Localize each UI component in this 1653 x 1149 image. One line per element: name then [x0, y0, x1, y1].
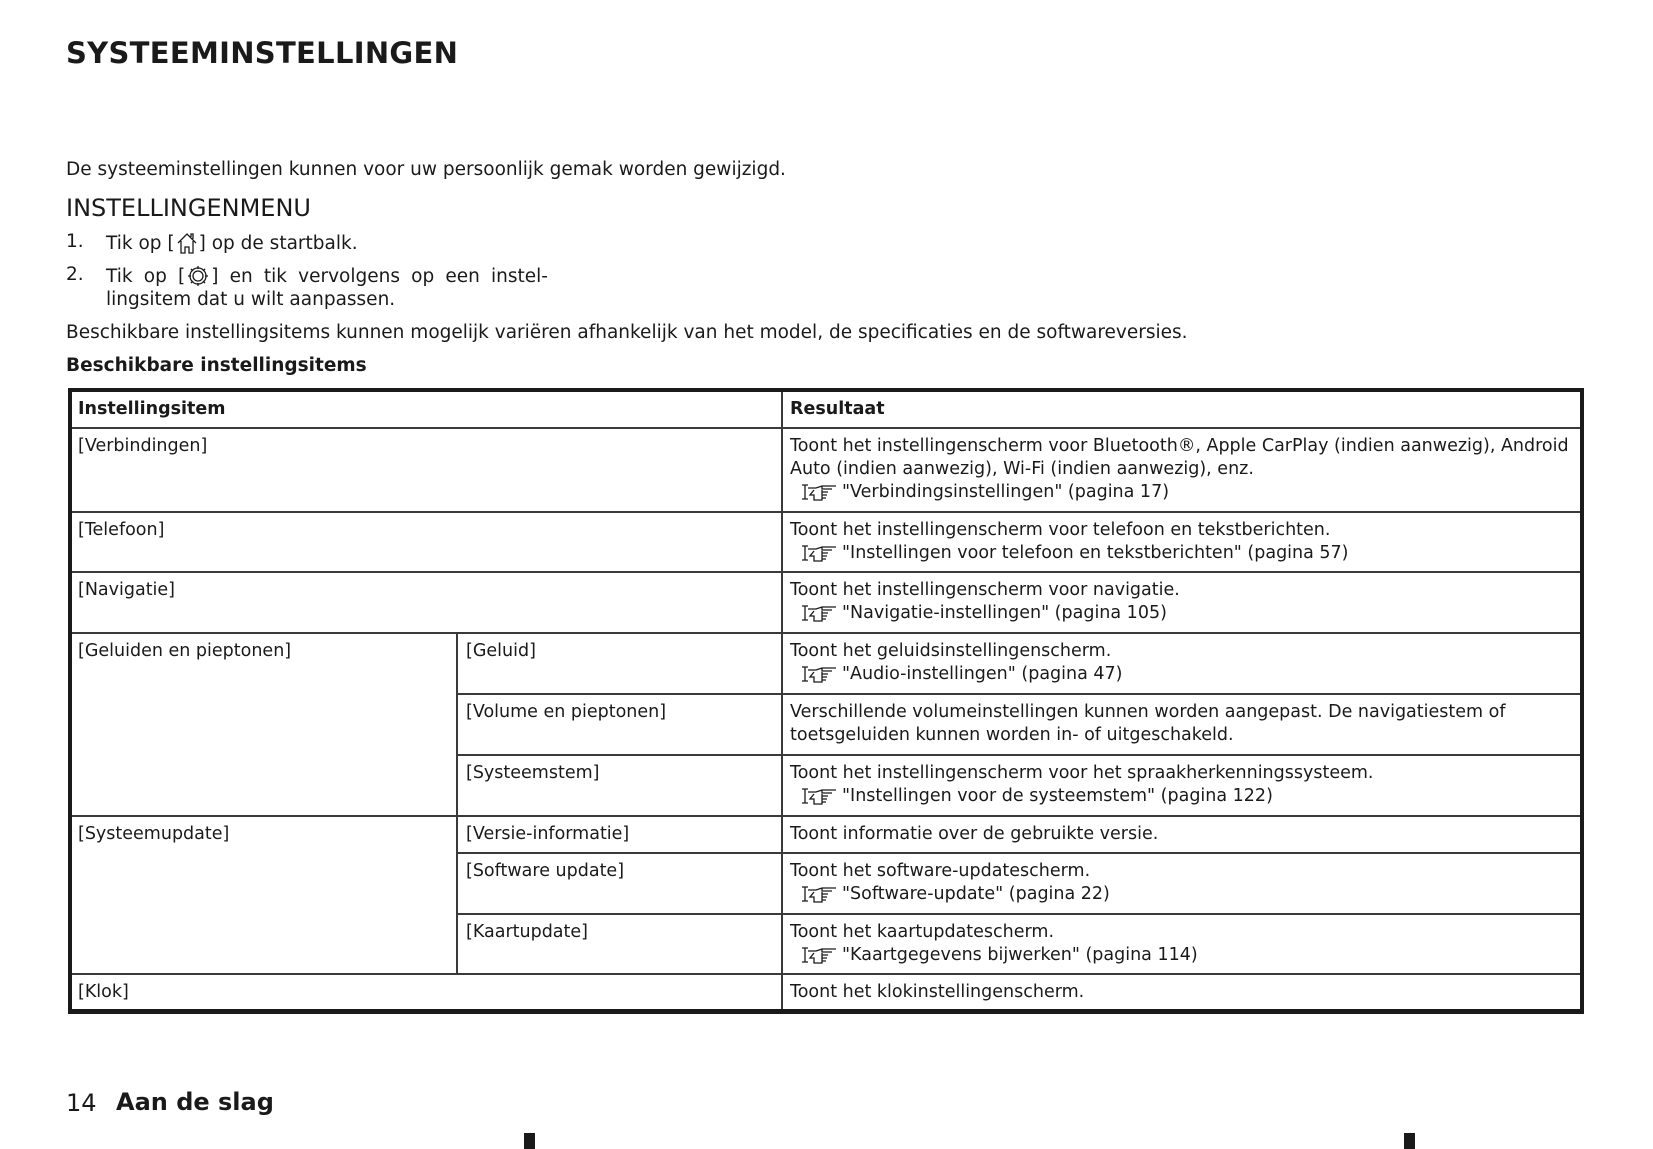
crop-mark-right: [1404, 1133, 1415, 1149]
reference-text: "Software-update" (pagina 22): [842, 884, 1110, 904]
reference-hand-icon: [800, 482, 838, 502]
page-reference[interactable]: [790, 785, 1373, 808]
reference-text: "Instellingen voor de systeemstem" (pagina 122): [842, 786, 1273, 806]
page-reference[interactable]: [790, 481, 1569, 504]
reference-text: "Verbindingsinstellingen" (pagina 17): [842, 482, 1170, 502]
footer-section-title: Aan de slag: [116, 1088, 274, 1116]
page-reference[interactable]: [790, 602, 1180, 625]
row-divider: [456, 913, 1580, 915]
reference-text: "Instellingen voor telefoon en tekstberichten" (pagina 57): [842, 543, 1349, 563]
reference-text: "Kaartgegevens bijwerken" (pagina 114): [842, 945, 1198, 965]
table-row-subitem: [Volume en pieptonen]: [466, 702, 667, 722]
page-reference[interactable]: [790, 542, 1349, 565]
row-divider: [72, 427, 1580, 429]
table-row-item: [Telefoon]: [78, 520, 165, 540]
table-row-subitem: [Geluid]: [466, 641, 536, 661]
table-row-subitem: [Kaartupdate]: [466, 922, 588, 942]
result-line: Toont het instellingenscherm voor Bluetooth®, Apple CarPlay (indien aanwezig), Android: [790, 436, 1569, 456]
table-row-result: [790, 640, 1123, 686]
reference-hand-icon: [800, 603, 838, 623]
reference-text: "Navigatie-instellingen" (pagina 105): [842, 603, 1167, 623]
header-resultaat: Resultaat: [790, 399, 885, 419]
step-2-before: Tik op [: [106, 266, 186, 287]
availability-note: Beschikbare instellingsitems kunnen mogelijk variëren afhankelijk van het model, de specificaties en de softwareversies.: [66, 322, 1188, 343]
reference-hand-icon: [800, 664, 838, 684]
result-line: Toont het instellingenscherm voor navigatie.: [790, 580, 1180, 600]
row-divider: [456, 693, 1580, 695]
row-divider: [72, 511, 1580, 513]
step-1-after: ] op de startbalk.: [198, 233, 358, 254]
result-line: Toont het instellingenscherm voor het spraakherkenningssysteem.: [790, 763, 1374, 783]
table-row-result: [790, 519, 1349, 565]
table-row-result: [790, 762, 1373, 808]
column-divider-result: [781, 392, 783, 1009]
table-row-result: [790, 921, 1198, 967]
page-title: SYSTEEMINSTELLINGEN: [66, 36, 459, 70]
table-row-item: [Navigatie]: [78, 580, 176, 600]
step-number-2: 2.: [66, 264, 84, 285]
table-row-subitem: [Systeemstem]: [466, 763, 600, 783]
result-line: toetsgeluiden kunnen worden in- of uitgeschakeld.: [790, 725, 1234, 745]
table-row-item: [Klok]: [78, 982, 129, 1002]
row-divider: [456, 852, 1580, 854]
row-divider: [72, 571, 1580, 573]
step-2-after: ] en tik vervolgens op een instel-: [211, 266, 548, 287]
page-reference[interactable]: [790, 883, 1110, 906]
crop-mark-left: [524, 1133, 535, 1149]
column-divider-sub: [456, 632, 458, 973]
table-row-subitem: [Software update]: [466, 861, 625, 881]
settings-table: [68, 388, 1584, 1014]
table-row-item: [Verbindingen]: [78, 436, 208, 456]
step-1-text: [106, 231, 358, 261]
result-line: Toont het geluidsinstellingenscherm.: [790, 641, 1112, 661]
intro-text: De systeeminstellingen kunnen voor uw persoonlijk gemak worden gewijzigd.: [66, 159, 786, 180]
reference-hand-icon: [800, 884, 838, 904]
header-instellingsitem: Instellingsitem: [78, 399, 226, 419]
table-row-result: [790, 823, 1158, 846]
step-2-continuation: lingsitem dat u wilt aanpassen.: [106, 289, 396, 310]
table-row-subitem: [Versie-informatie]: [466, 824, 630, 844]
result-line: Toont het klokinstellingenscherm.: [790, 982, 1085, 1002]
result-line: Toont het kaartupdatescherm.: [790, 922, 1055, 942]
result-line: Toont het instellingenscherm voor telefoon en tekstberichten.: [790, 520, 1331, 540]
table-row-result: [790, 981, 1084, 1004]
table-title: Beschikbare instellingsitems: [66, 355, 367, 376]
table-row-result: [790, 860, 1110, 906]
result-line: Toont het software-updatescherm.: [790, 861, 1091, 881]
result-line: Toont informatie over de gebruikte versie.: [790, 824, 1159, 844]
section-title: INSTELLINGENMENU: [66, 194, 311, 222]
row-divider: [72, 973, 1580, 975]
row-divider: [72, 815, 1580, 817]
result-line: Verschillende volumeinstellingen kunnen worden aangepast. De navigatiestem of: [790, 702, 1506, 722]
reference-hand-icon: [800, 786, 838, 806]
result-line: Auto (indien aanwezig), Wi-Fi (indien aanwezig), enz.: [790, 459, 1254, 479]
step-number-1: 1.: [66, 231, 84, 252]
step-1-before: Tik op [: [106, 233, 175, 254]
page-reference[interactable]: [790, 944, 1198, 967]
reference-text: "Audio-instellingen" (pagina 47): [842, 664, 1123, 684]
table-row-result: [790, 701, 1505, 747]
table-row-result: [790, 435, 1569, 504]
table-row-item: [Geluiden en pieptonen]: [78, 641, 292, 661]
table-row-result: [790, 579, 1180, 625]
page-number: 14: [66, 1089, 97, 1117]
row-divider: [456, 754, 1580, 756]
reference-hand-icon: [800, 543, 838, 563]
table-row-item: [Systeemupdate]: [78, 824, 230, 844]
reference-hand-icon: [800, 945, 838, 965]
page-reference[interactable]: [790, 663, 1123, 686]
home-icon: [176, 231, 198, 261]
row-divider: [72, 632, 1580, 634]
